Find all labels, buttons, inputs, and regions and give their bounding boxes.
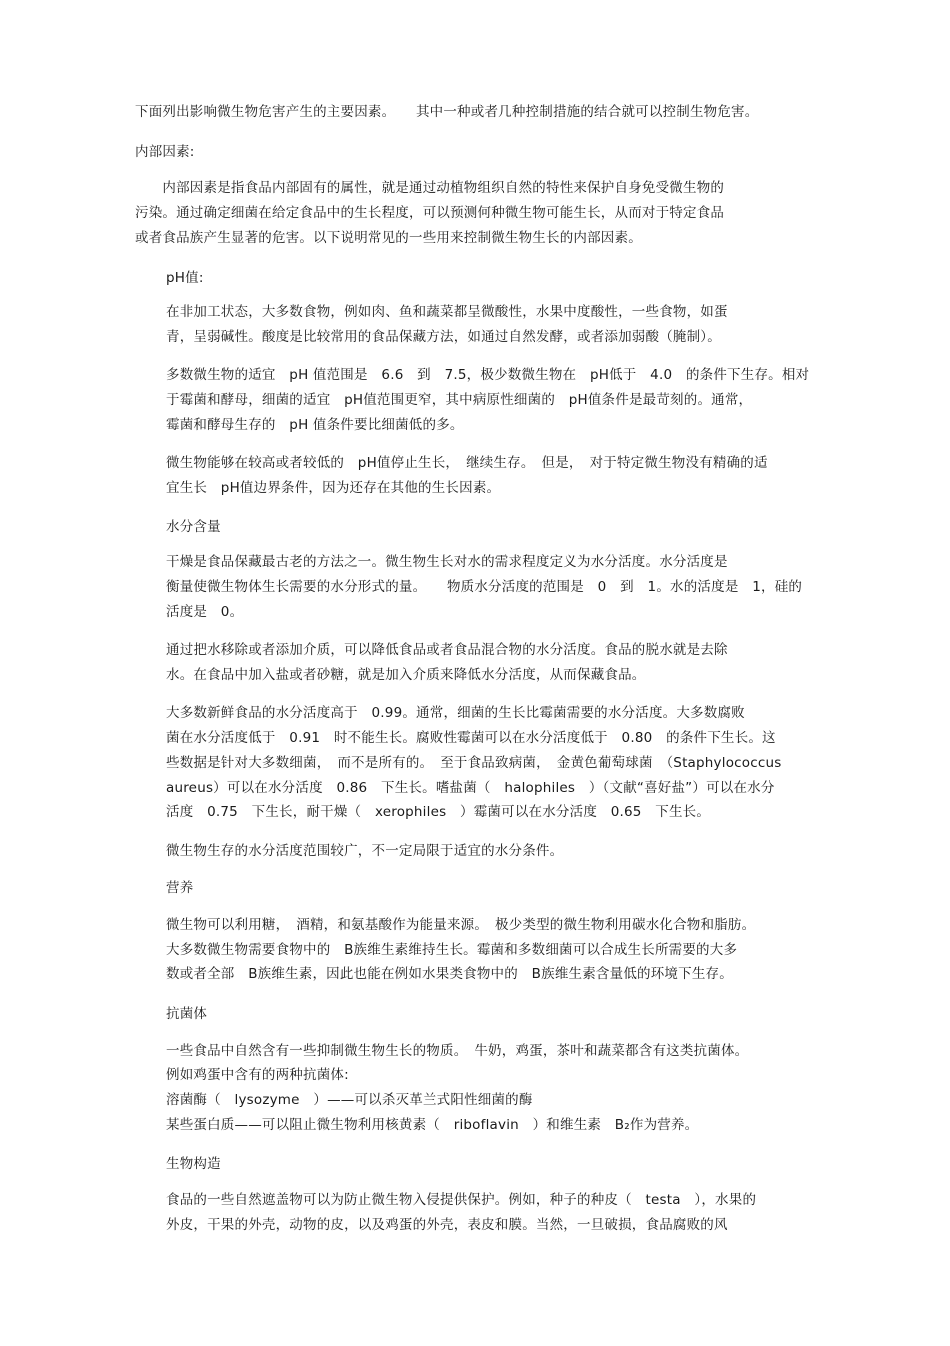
paragraph-line: 大多数微生物需要食物中的 B族维生素维持生长。霉菌和多数细菌可以合成生长所需要的大多 (166, 942, 738, 958)
paragraph-line: 些数据是针对大多数细菌， 而不是所有的。 至于食品致病菌， 金黄色葡萄球菌 （Staphylococcus (166, 755, 782, 771)
paragraph-line: 数或者全部 B族维生素，因此也能在例如水果类食物中的 B族维生素含量低的环境下生存。 (166, 966, 733, 982)
paragraph-line: 大多数新鲜食品的水分活度高于 0.99。通常，细菌的生长比霉菌需要的水分活度。大多数腐败 (166, 705, 745, 721)
paragraph-line: 微生物生存的水分活度范围较广，不一定局限于适宜的水分条件。 (166, 843, 564, 859)
subheading-nutrition: 营养 (166, 880, 194, 896)
paragraph-line: 微生物可以利用糖， 酒精，和氨基酸作为能量来源。 极少类型的微生物利用碳水化合物和脂肪。 (166, 917, 756, 933)
paragraph-line: 菌在水分活度低于 0.91 时不能生长。腐败性霉菌可以在水分活度低于 0.80 的条件下生长。这 (166, 730, 776, 746)
paragraph-line: 例如鸡蛋中含有的两种抗菌体: (166, 1067, 349, 1083)
paragraph-line: 外皮，干果的外壳，动物的皮，以及鸡蛋的外壳，表皮和膜。当然，一旦破损，食品腐败的风 (166, 1217, 728, 1233)
paragraph-line: 于霉菌和酵母，细菌的适宜 pH值范围更窄，其中病原性细菌的 pH值条件是最苛刻的。通常， (166, 392, 753, 408)
intro-paragraph-line: 下面列出影响微生物危害产生的主要因素。 其中一种或者几种控制措施的结合就可以控制生物危害。 (135, 104, 759, 120)
paragraph-line: 衡量使微生物体生长需要的水分形式的量。 物质水分活度的范围是 0 到 1。水的活度是 1，硅的 (166, 579, 803, 595)
paragraph-line: 某些蛋白质——可以阻止微生物利用核黄素（ riboflavin ）和维生素 B₂作为营养。 (166, 1117, 699, 1133)
paragraph-line: 多数微生物的适宜 pH 值范围是 6.6 到 7.5，极少数微生物在 pH低于 4.0 的条件下生存。相对 (166, 367, 810, 383)
paragraph-line: 霉菌和酵母生存的 pH 值条件要比细菌低的多。 (166, 417, 464, 433)
paragraph-line: 微生物能够在较高或者较低的 pH值停止生长， 继续生存。 但是， 对于特定微生物没有精确的适 (166, 455, 768, 471)
paragraph-line: 水。在食品中加入盐或者砂糖，就是加入介质来降低水分活度，从而保藏食品。 (166, 667, 646, 683)
paragraph-line: 活度是 0。 (166, 604, 244, 620)
paragraph-line: 在非加工状态，大多数食物，例如肉、鱼和蔬菜都呈微酸性，水果中度酸性，一些食物，如蛋 (166, 304, 728, 320)
subheading-antimicrobials: 抗菌体 (166, 1006, 208, 1022)
subheading-water-content: 水分含量 (166, 519, 221, 535)
paragraph-line: 或者食品族产生显著的危害。以下说明常见的一些用来控制微生物生长的内部因素。 (135, 230, 642, 246)
paragraph-line: 一些食品中自然含有一些抑制微生物生长的物质。 牛奶，鸡蛋，茶叶和蔬菜都含有这类抗菌体。 (166, 1043, 749, 1059)
paragraph-line: 青，呈弱碱性。酸度是比较常用的食品保藏方法，如通过自然发酵，或者添加弱酸（腌制）。 (166, 329, 721, 345)
paragraph-line: 活度 0.75 下生长，耐干燥（ xerophiles ）霉菌可以在水分活度 0.65 下生长。 (166, 804, 711, 820)
subheading-biological-structure: 生物构造 (166, 1156, 221, 1172)
paragraph-line: 通过把水移除或者添加介质，可以降低食品或者食品混合物的水分活度。食品的脱水就是去除 (166, 642, 728, 658)
paragraph-line: 干燥是食品保藏最古老的方法之一。微生物生长对水的需求程度定义为水分活度。水分活度是 (166, 554, 728, 570)
paragraph-line: 溶菌酶（ lysozyme ）——可以杀灭革兰式阳性细菌的酶 (166, 1092, 533, 1108)
section-heading-internal-factors: 内部因素: (135, 144, 195, 160)
paragraph-line: 食品的一些自然遮盖物可以为防止微生物入侵提供保护。例如，种子的种皮（ testa ），水果的 (166, 1192, 757, 1208)
subheading-ph: pH值: (166, 270, 204, 286)
paragraph-line: aureus）可以在水分活度 0.86 下生长。嗜盐菌（ halophiles ）（文献“喜好盐”）可以在水分 (166, 780, 775, 796)
paragraph-line: 内部因素是指食品内部固有的属性，就是通过动植物组织自然的特性来保护自身免受微生物的 (135, 180, 725, 196)
paragraph-line: 污染。通过确定细菌在给定食品中的生长程度，可以预测何种微生物可能生长，从而对于特定食品 (135, 205, 725, 221)
paragraph-line: 宜生长 pH值边界条件，因为还存在其他的生长因素。 (166, 480, 501, 496)
